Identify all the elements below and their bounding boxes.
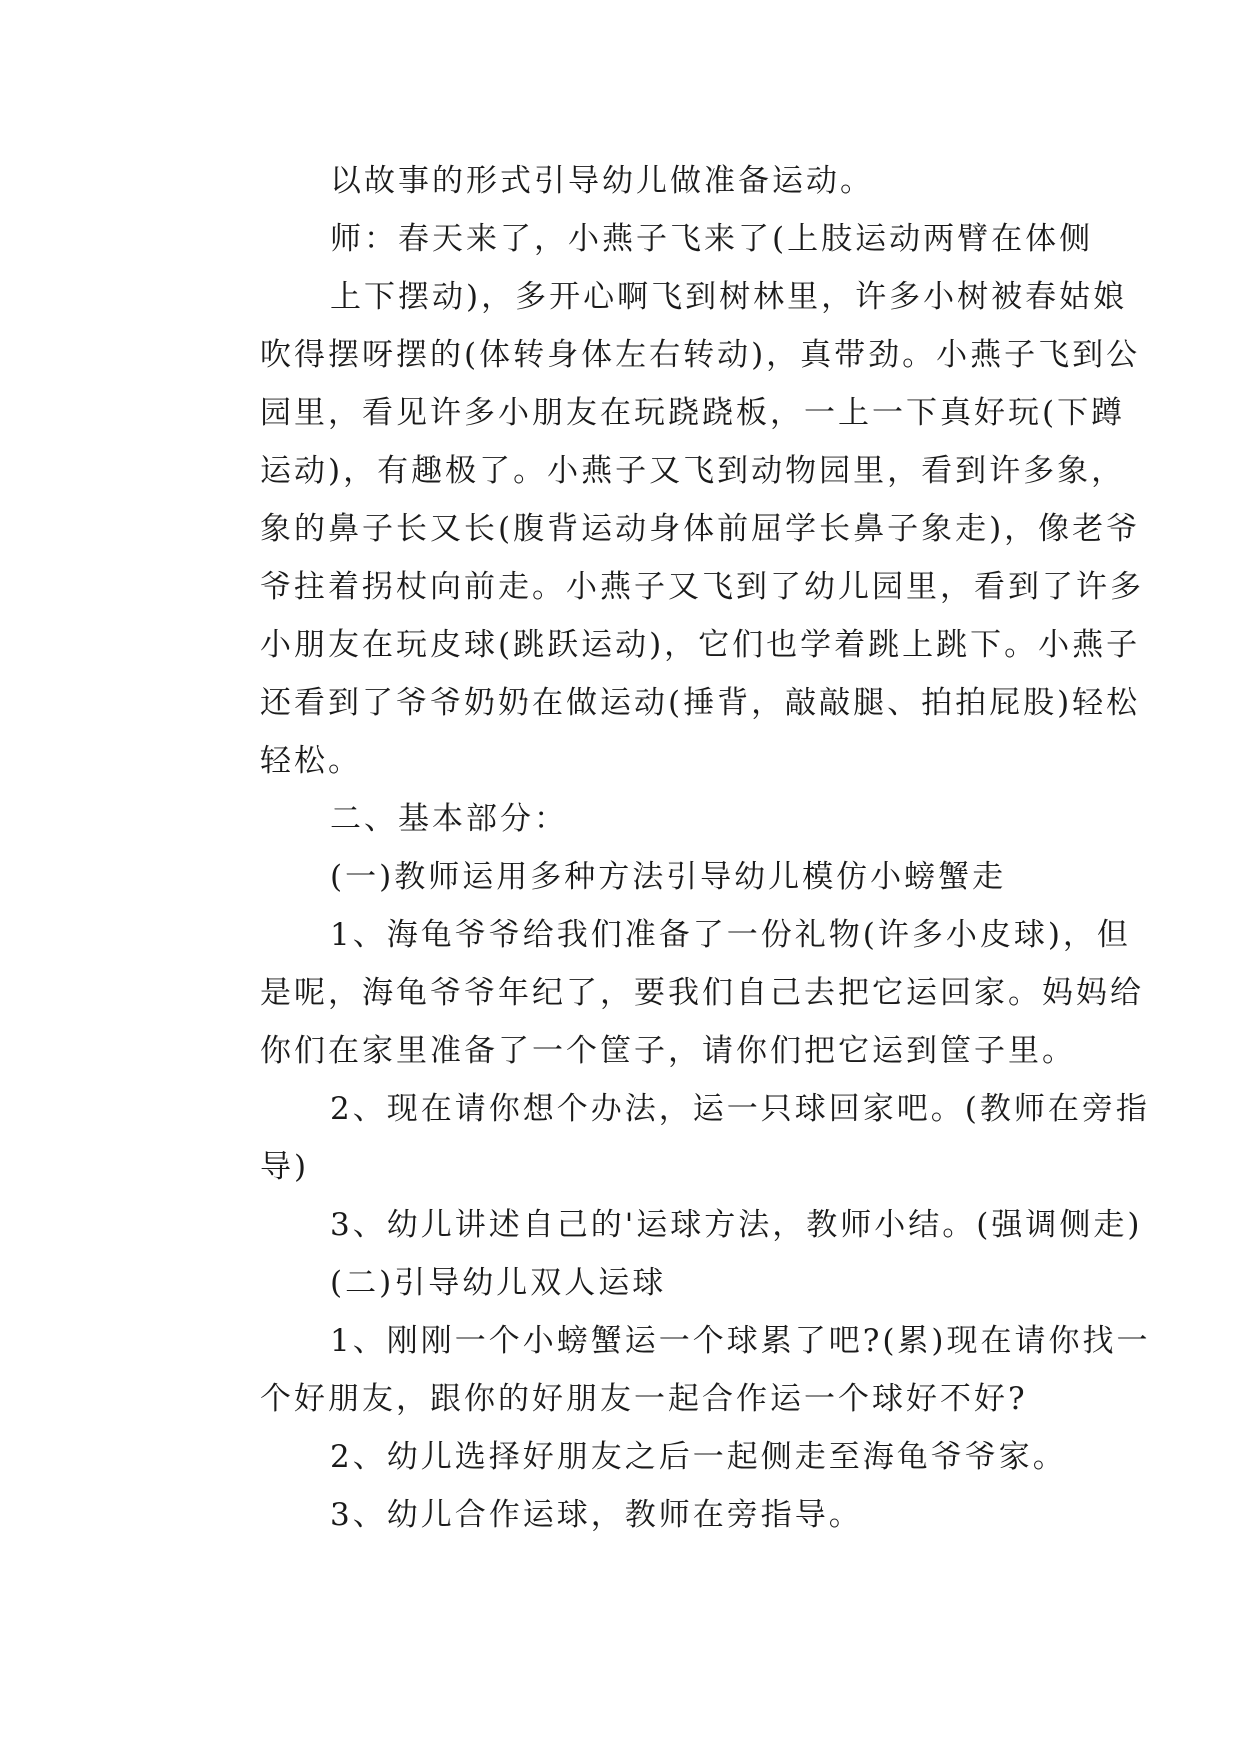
text-line: 是呢，海龟爷爷年纪了，要我们自己去把它运回家。妈妈给 [260,975,1144,1011]
text-line: 3、幼儿合作运球，教师在旁指导。 [330,1497,863,1533]
text-line: 导) [260,1149,310,1185]
paragraph [190,152,1050,210]
subsection-heading [190,848,1050,906]
subsection-heading [190,1254,1050,1312]
paragraph [190,1486,1050,1544]
text-line: 象的鼻子长又长(腹背运动身体前屈学长鼻子象走)，像老爷 [260,511,1141,547]
text-line: 1、海龟爷爷给我们准备了一份礼物(许多小皮球)，但 [330,917,1131,953]
paragraph [190,268,1144,790]
text-line: (二)引导幼儿双人运球 [330,1265,667,1301]
paragraph [190,906,1144,1080]
text-line: 个好朋友，跟你的好朋友一起合作运一个球好不好? [260,1381,1028,1417]
text-line: 2、现在请你想个办法，运一只球回家吧。(教师在旁指 [330,1091,1150,1127]
text-line: 你们在家里准备了一个筐子，请你们把它运到筐子里。 [260,1033,1076,1069]
text-line: (一)教师运用多种方法引导幼儿模仿小螃蟹走 [330,859,1007,895]
paragraph [190,1312,1151,1428]
text-line: 3、幼儿讲述自己的'运球方法，教师小结。(强调侧走) [330,1207,1143,1243]
text-line: 上下摆动)，多开心啊飞到树林里，许多小树被春姑娘 [330,279,1128,315]
text-line: 师：春天来了，小燕子飞来了(上肢运动两臂在体侧 [330,221,1094,257]
text-line: 以故事的形式引导幼儿做准备运动。 [330,163,874,199]
text-line: 1、刚刚一个小螃蟹运一个球累了吧?(累)现在请你找一 [330,1323,1151,1359]
text-line: 二、基本部分： [330,801,568,837]
section-heading [190,790,1050,848]
text-line: 运动)，有趣极了。小燕子又飞到动物园里，看到许多象， [260,453,1126,489]
paragraph [190,1196,1143,1254]
text-line: 还看到了爷爷奶奶在做运动(捶背，敲敲腿、拍拍屁股)轻松 [260,685,1141,721]
text-line: 爷拄着拐杖向前走。小燕子又飞到了幼儿园里，看到了许多 [260,569,1144,605]
paragraph [190,1428,1067,1486]
paragraph [190,1080,1150,1196]
text-line: 吹得摆呀摆的(体转身体左右转动)，真带劲。小燕子飞到公 [260,337,1141,373]
text-line: 2、幼儿选择好朋友之后一起侧走至海龟爷爷家。 [330,1439,1067,1475]
paragraph [190,210,1094,268]
document-body [190,152,1151,1544]
text-line: 轻松。 [260,743,362,779]
text-line: 园里，看见许多小朋友在玩跷跷板，一上一下真好玩(下蹲 [260,395,1126,431]
text-line: 小朋友在玩皮球(跳跃运动)，它们也学着跳上跳下。小燕子 [260,627,1141,663]
